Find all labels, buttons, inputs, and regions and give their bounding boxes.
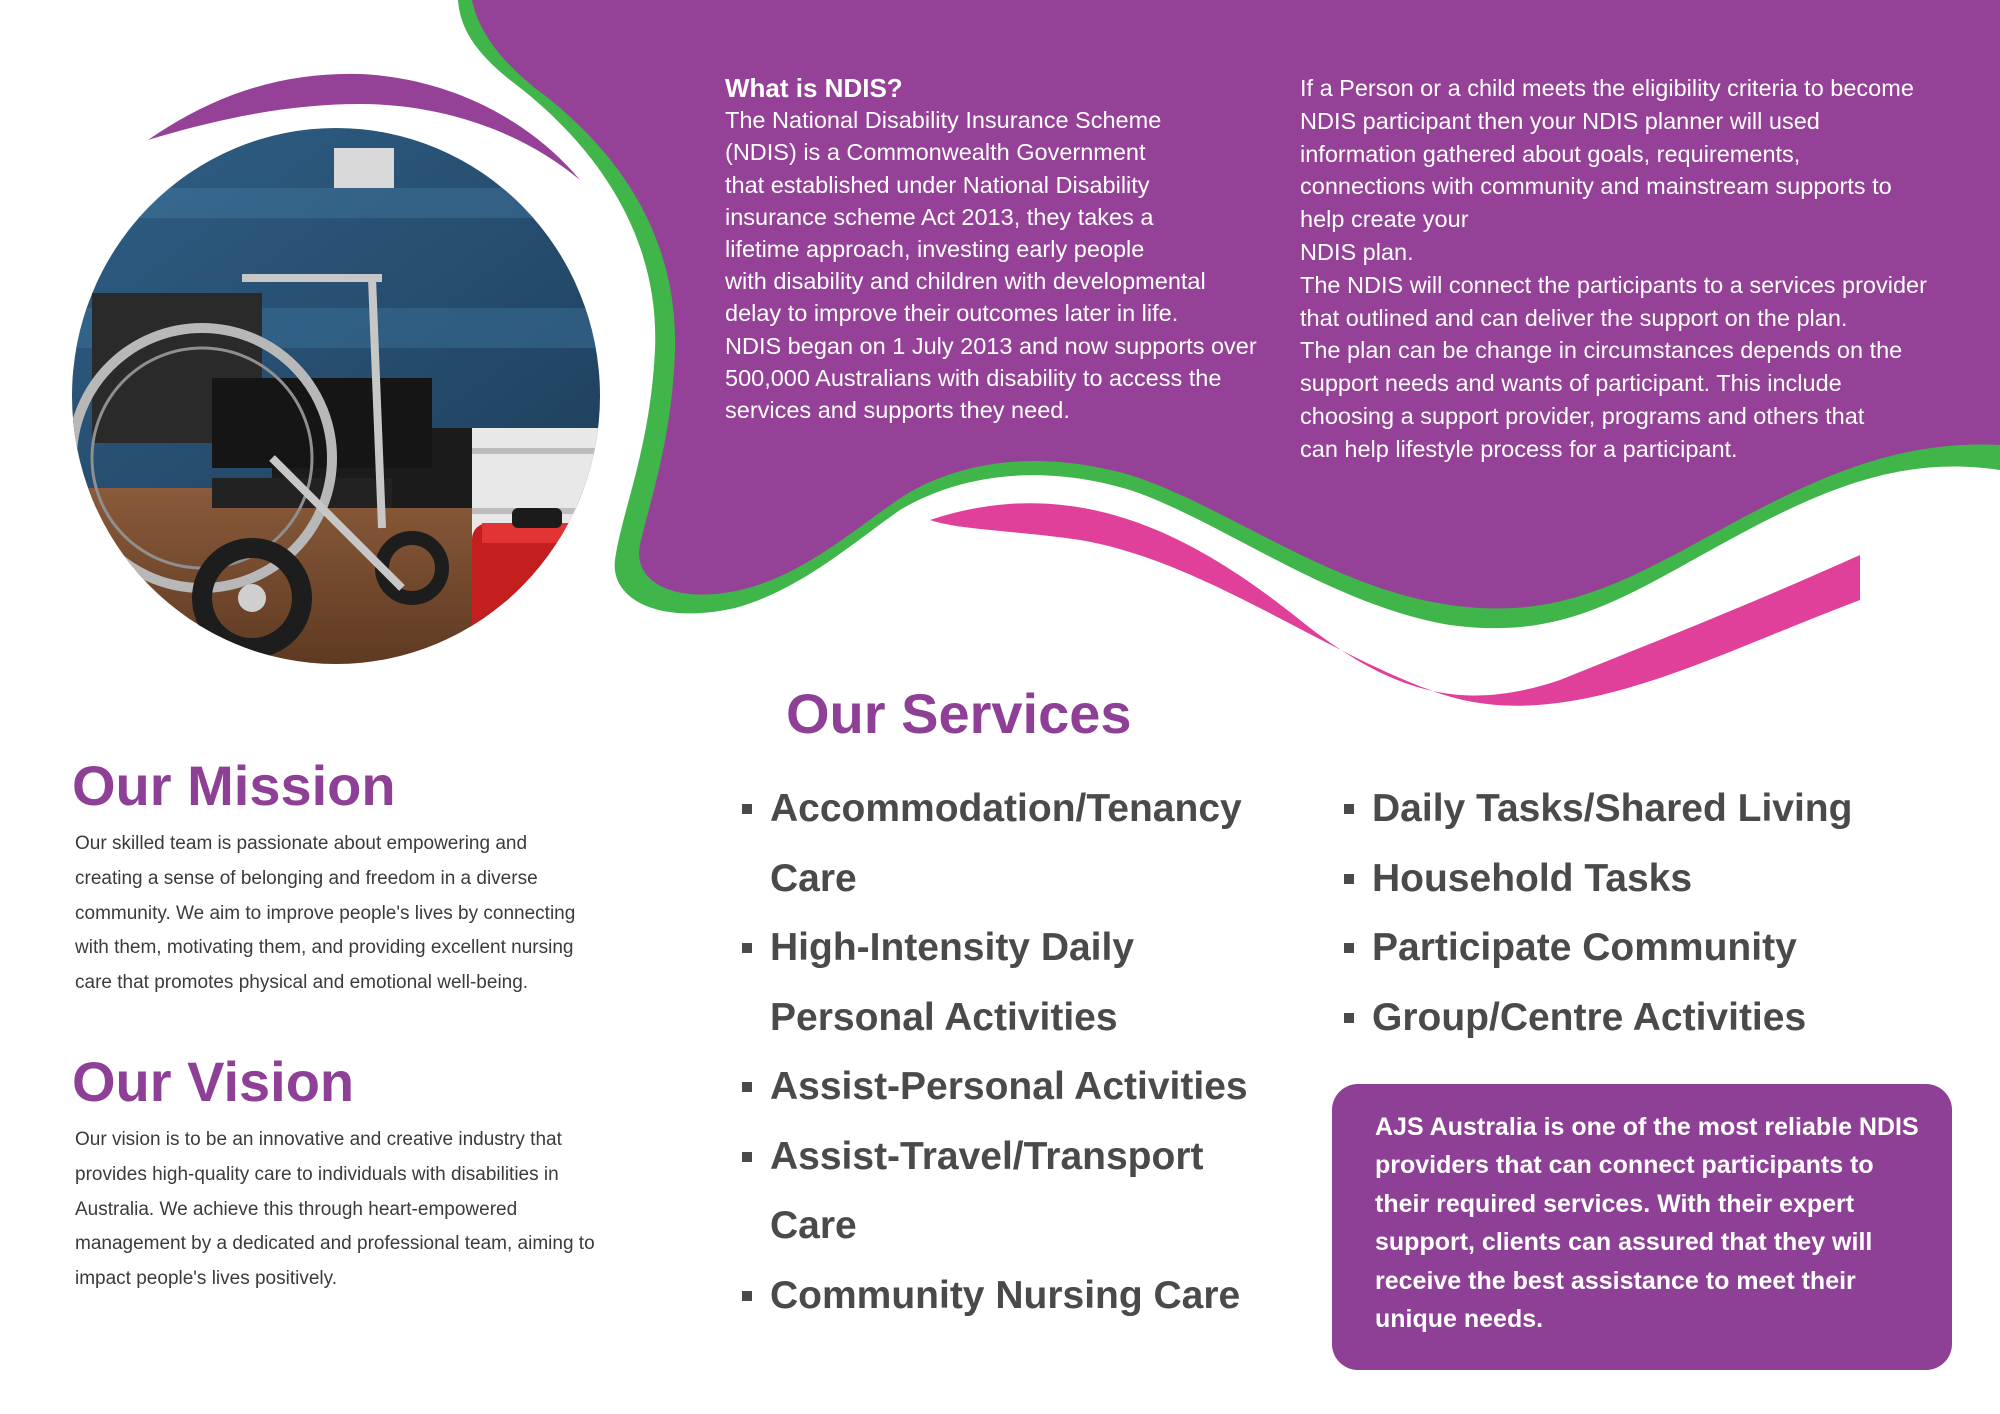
- ndis-col2-line: that outlined and can deliver the support on the plan.: [1300, 304, 1848, 331]
- mission-line: with them, motivating them, and providing excellent nursing: [75, 937, 574, 959]
- service-label: Personal Activities: [770, 995, 1118, 1039]
- about-line: receive the best assistance to meet their: [1375, 1266, 1856, 1295]
- ndis-col1-line: 500,000 Australians with disability to access the: [725, 364, 1222, 391]
- ndis-col1-line: lifetime approach, investing early people: [725, 236, 1145, 263]
- vision-text: [75, 1123, 645, 1297]
- vision-line: Our vision is to be an innovative and creative industry that: [75, 1129, 562, 1150]
- ndis-col2-line: connections with community and mainstream supports to: [1300, 173, 1892, 200]
- ndis-col2-line: NDIS plan.: [1300, 238, 1414, 265]
- service-label: Community Nursing Care: [770, 1273, 1241, 1317]
- services-list-right: [1344, 774, 1852, 1052]
- ndis-col2-line: help create your: [1300, 206, 1469, 233]
- service-label: High-Intensity Daily: [770, 926, 1135, 969]
- ndis-col2-line: support needs and wants of participant. This include: [1300, 370, 1842, 397]
- service-item: [1344, 983, 1852, 1053]
- service-item: [742, 774, 1248, 913]
- ndis-col2-line: choosing a support provider, programs and others that: [1300, 402, 1865, 429]
- service-label: Assist-Personal Activities: [770, 1065, 1248, 1108]
- service-label: Group/Centre Activities: [1372, 995, 1807, 1039]
- service-label: Participate Community: [1372, 926, 1797, 969]
- service-item: [1344, 913, 1852, 983]
- ndis-col1-line: (NDIS) is a Commonwealth Government: [725, 139, 1146, 166]
- about-callout-box: [1332, 1084, 1952, 1370]
- ndis-col2-line: The plan can be change in circumstances depends on the: [1300, 337, 1903, 364]
- ndis-col2-line: information gathered about goals, requirements,: [1300, 140, 1801, 167]
- service-label: Care: [770, 1204, 857, 1247]
- vision-line: provides high-quality care to individuals with disabilities in: [75, 1163, 559, 1185]
- wheelchair-photo: [72, 128, 600, 665]
- bullet-icon: [1344, 943, 1354, 953]
- service-label: Assist-Travel/Transport: [770, 1134, 1204, 1178]
- ndis-col2-line: NDIS participant then your NDIS planner will used: [1300, 107, 1820, 134]
- services-title: Our Services: [786, 682, 1132, 745]
- bullet-icon: [742, 943, 752, 953]
- ndis-col2-line: The NDIS will connect the participants to a services provider: [1300, 271, 1927, 298]
- bullet-icon: [742, 1152, 752, 1162]
- ndis-col1-line: insurance scheme Act 2013, they takes a: [725, 203, 1154, 230]
- mission-line: creating a sense of belonging and freedom in a diverse: [75, 867, 538, 889]
- service-item: [1344, 774, 1852, 844]
- bullet-icon: [742, 1291, 752, 1301]
- ndis-col2-line: If a Person or a child meets the eligibility criteria to become: [1300, 75, 1914, 101]
- about-line: AJS Australia is one of the most reliable NDIS: [1375, 1113, 1919, 1141]
- service-item: [1344, 844, 1852, 914]
- about-line: support, clients can assured that they will: [1375, 1228, 1873, 1257]
- mission-line: Our skilled team is passionate about empowering and: [75, 833, 528, 854]
- service-label: Household Tasks: [1372, 856, 1693, 900]
- ndis-heading: What is NDIS?: [725, 73, 903, 103]
- ndis-col1-line: with disability and children with developmental: [725, 268, 1206, 295]
- ndis-eligibility: [1300, 72, 2000, 466]
- bullet-icon: [742, 1082, 752, 1092]
- services-list-left: [742, 774, 1248, 1330]
- service-label: Accommodation/Tenancy: [770, 787, 1242, 830]
- about-line: providers that can connect participants to: [1375, 1151, 1874, 1180]
- service-item: [742, 1122, 1248, 1261]
- ndis-col1-line: delay to improve their outcomes later in life.: [725, 300, 1179, 327]
- vision-title: Our Vision: [72, 1050, 355, 1113]
- ndis-col1-line: The National Disability Insurance Scheme: [725, 107, 1162, 134]
- mission-line: care that promotes physical and emotional well-being.: [75, 972, 529, 994]
- bullet-icon: [1344, 804, 1354, 814]
- ndis-col1-line: NDIS began on 1 July 2013 and now supports over: [725, 332, 1257, 359]
- mission-title: Our Mission: [72, 754, 396, 817]
- vision-line: management by a dedicated and professional team, aiming to: [75, 1233, 595, 1255]
- bullet-icon: [742, 804, 752, 814]
- service-item: [742, 1261, 1248, 1331]
- ndis-intro: [725, 72, 1290, 426]
- service-label: Daily Tasks/Shared Living: [1372, 787, 1853, 830]
- about-line: unique needs.: [1375, 1305, 1544, 1334]
- ndis-col1-line: that established under National Disability: [725, 171, 1150, 198]
- mission-text: [75, 827, 645, 1001]
- service-item: [742, 1052, 1248, 1122]
- bullet-icon: [1344, 1013, 1354, 1023]
- ndis-col1-line: services and supports they need.: [725, 397, 1070, 424]
- bullet-icon: [1344, 874, 1354, 884]
- ndis-col2-line: can help lifestyle process for a participant.: [1300, 435, 1738, 462]
- service-label: Care: [770, 856, 857, 900]
- vision-line: impact people's lives positively.: [75, 1268, 338, 1290]
- about-line: their required services. With their expert: [1375, 1189, 1855, 1218]
- mission-line: community. We aim to improve people's lives by connecting: [75, 902, 576, 924]
- service-item: [742, 913, 1248, 1052]
- vision-line: Australia. We achieve this through heart-empowered: [75, 1198, 518, 1220]
